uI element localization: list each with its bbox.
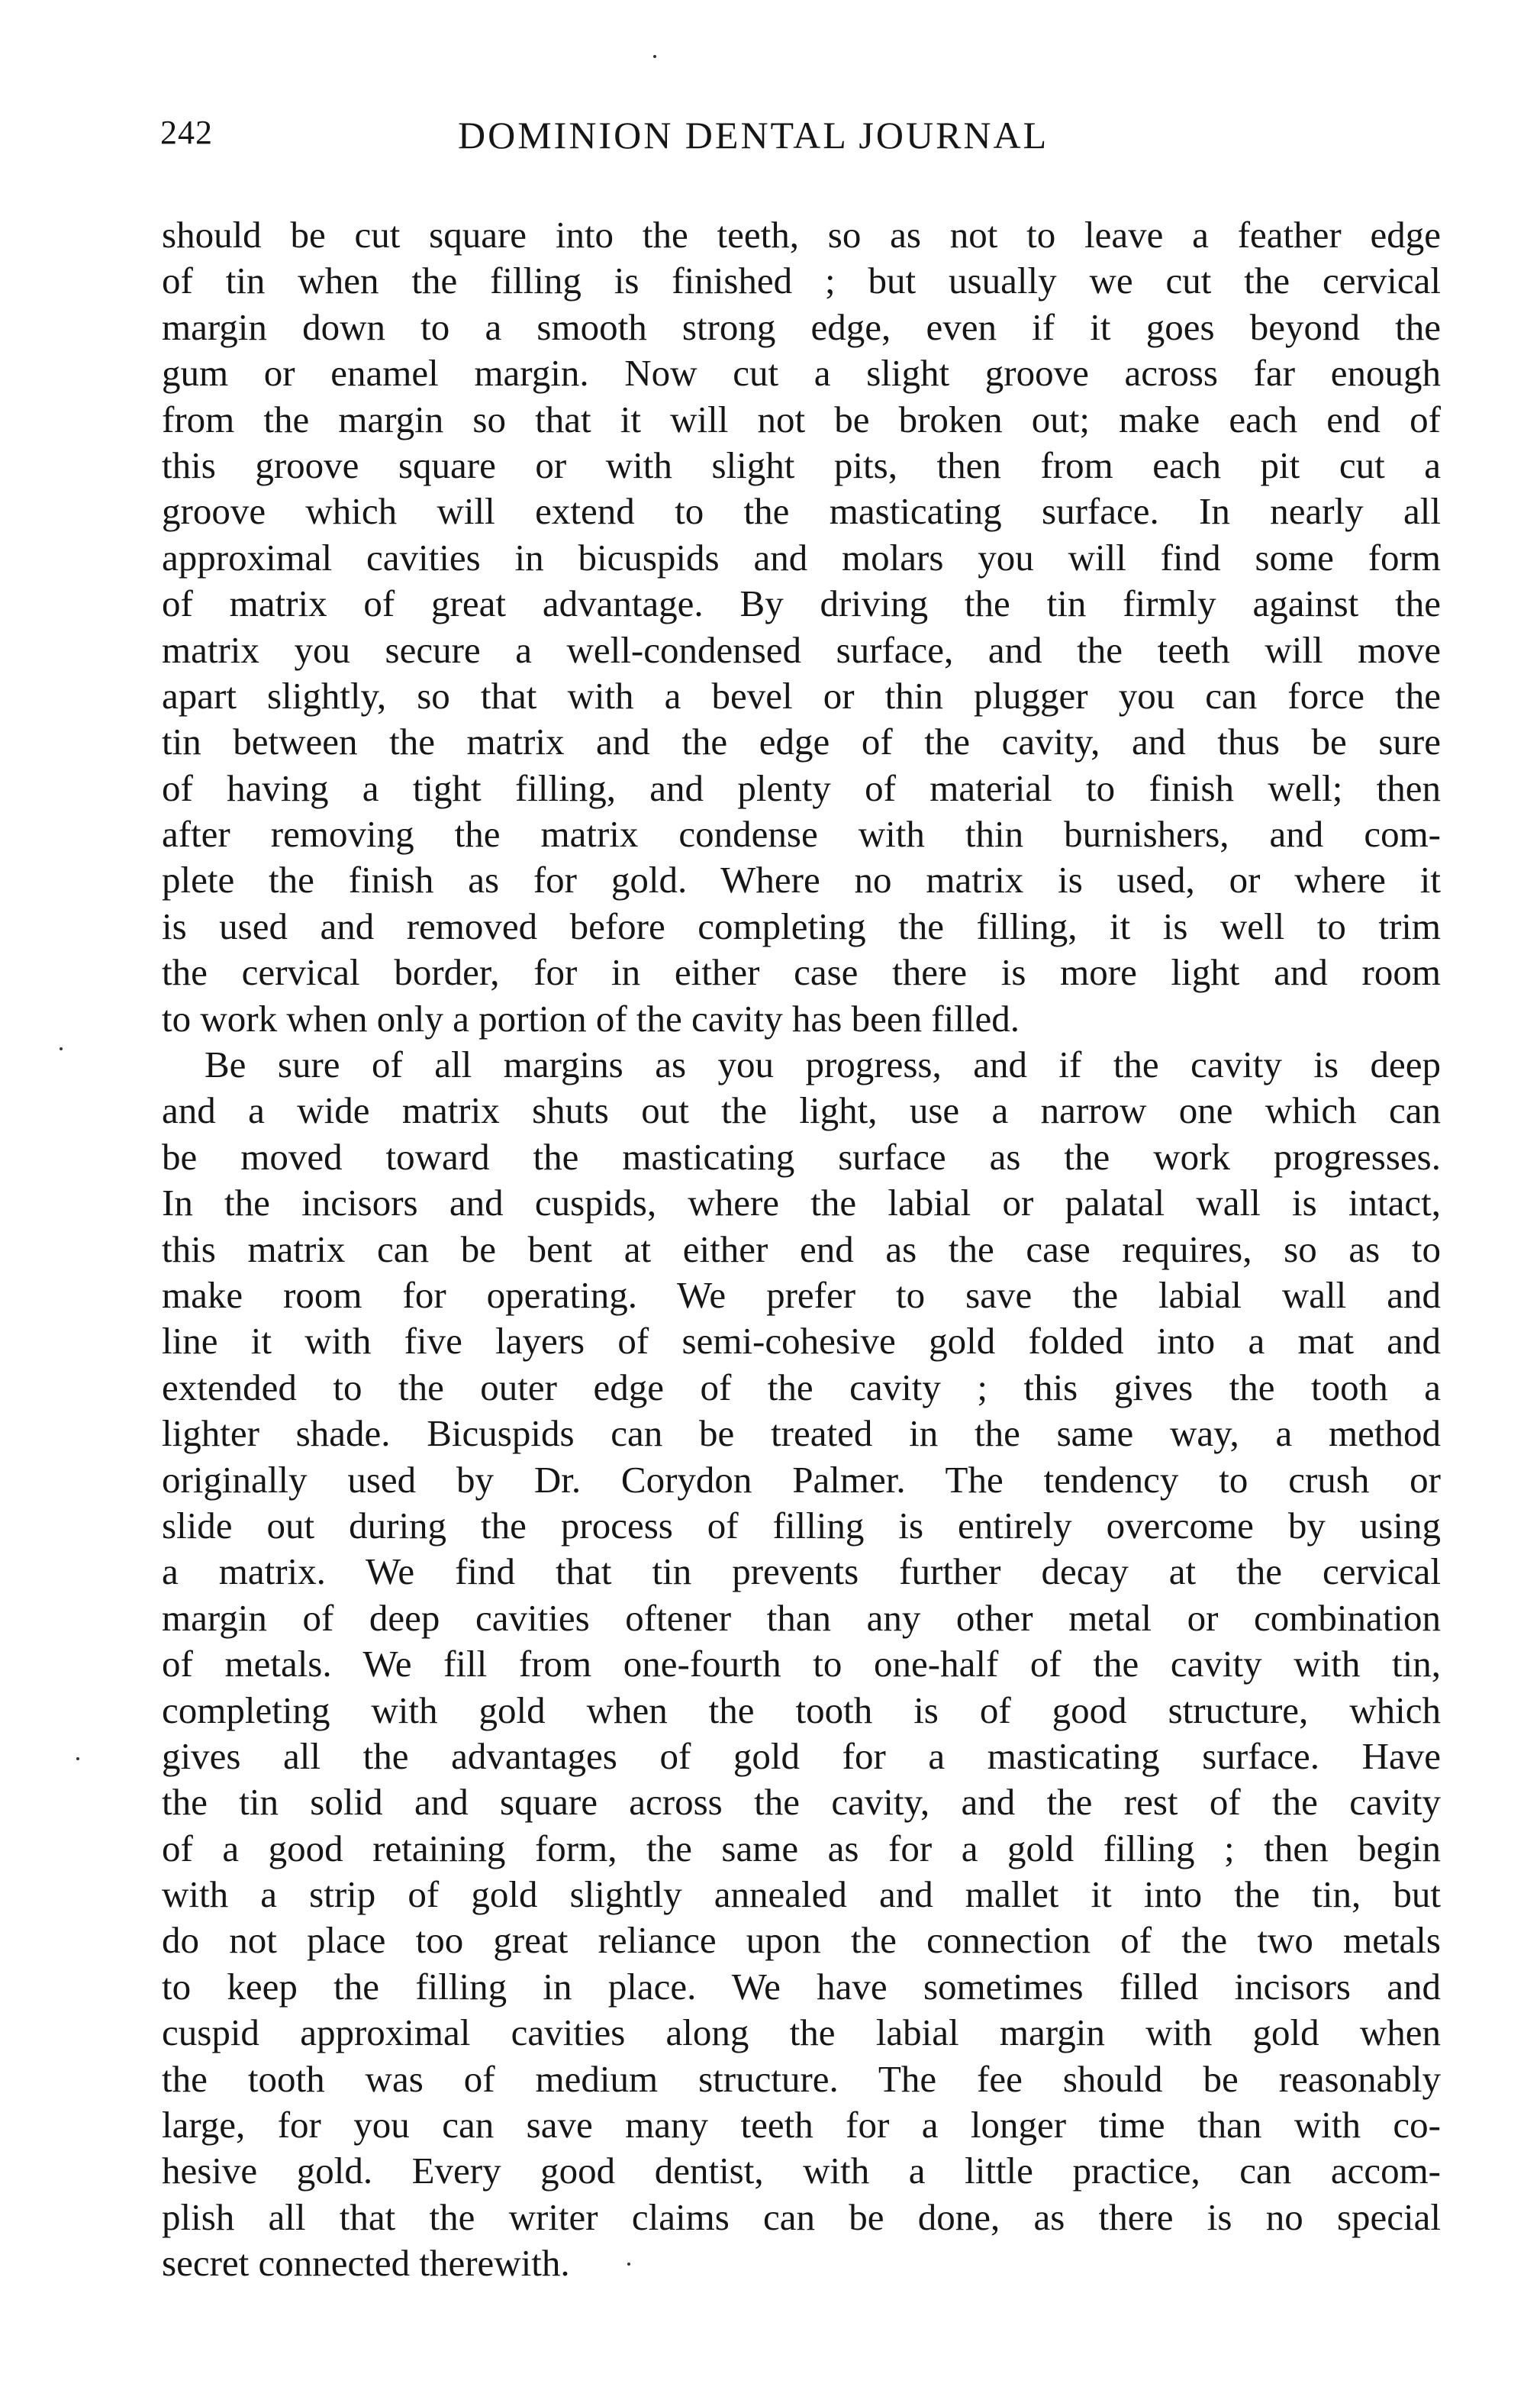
paragraph-1 [162,212,1441,1042]
text-line: margin down to a smooth strong edge, even if it goes beyond the [162,305,1441,348]
text-line: secret connected therewith. [162,2242,570,2285]
text-line: after removing the matrix condense with thin burnishers, and com- [162,813,1441,856]
running-head [160,113,1442,166]
ink-speck [60,1047,63,1050]
text-line: approximal cavities in bicuspids and molars you will find some form [162,536,1441,579]
page-number: 242 [160,114,213,151]
ink-speck [653,55,656,58]
text-line: from the margin so that it will not be broken out; make each end of [162,398,1441,440]
text-line: extended to the outer edge of the cavity ; this gives the tooth a [162,1366,1441,1408]
text-line: of a good retaining form, the same as for a gold filling ; then begin [162,1827,1441,1869]
text-line: hesive gold. Every good dentist, with a little practice, can accom- [162,2150,1441,2192]
text-line: this groove square or with slight pits, then from each pit cut a [162,444,1441,486]
text-line: gives all the advantages of gold for a masticating surface. Have [162,1734,1441,1777]
text-line: Be sure of all margins as you progress, and if the cavity is deep [205,1043,1441,1086]
text-line: lighter shade. Bicuspids can be treated in the same way, a method [162,1412,1441,1455]
text-line: tin between the matrix and the edge of the cavity, and thus be sure [162,721,1441,763]
text-line: the tin solid and square across the cavity, and the rest of the cavity [162,1781,1441,1824]
text-line: of metals. We fill from one-fourth to one-half of the cavity with tin, [162,1643,1441,1685]
text-line: with a strip of gold slightly annealed and mallet it into the tin, but [162,1873,1441,1916]
text-line: margin of deep cavities oftener than any other metal or combination [162,1596,1441,1639]
text-line: of having a tight filling, and plenty of material to finish well; then [162,766,1441,809]
text-line: matrix you secure a well-condensed surface, and the teeth will move [162,628,1441,671]
text-line: a matrix. We find that tin prevents further decay at the cervical [162,1550,1441,1593]
text-line: the cervical border, for in either case there is more light and room [162,951,1441,994]
text-line: apart slightly, so that with a bevel or thin plugger you can force the [162,674,1441,717]
text-line: of matrix of great advantage. By driving the tin firmly against the [162,582,1441,625]
text-line: to keep the filling in place. We have sometimes filled incisors and [162,1965,1441,2008]
text-line: groove which will extend to the masticating surface. In nearly all [162,490,1441,533]
ink-speck [627,2263,630,2266]
text-line: large, for you can save many teeth for a longer time than with co- [162,2104,1441,2147]
text-line: plish all that the writer claims can be done, as there is no special [162,2195,1441,2238]
text-line: slide out during the process of filling is entirely overcome by using [162,1504,1441,1547]
text-line: cuspid approximal cavities along the labial margin with gold when [162,2011,1441,2054]
text-line: originally used by Dr. Corydon Palmer. The tendency to crush or [162,1458,1441,1501]
text-line: of tin when the filling is finished ; but usually we cut the cervical [162,260,1441,302]
ink-speck [76,1757,79,1760]
text-line: should be cut square into the teeth, so as not to leave a feather edge [162,214,1441,256]
text-line: In the incisors and cuspids, where the labial or palatal wall is intact, [162,1182,1441,1224]
journal-title: DOMINION DENTAL JOURNAL [458,114,1049,156]
text-line: this matrix can be bent at either end as the case requires, so as to [162,1227,1441,1270]
text-line: to work when only a portion of the cavity has been filled. [162,997,1020,1040]
text-line: is used and removed before completing the filling, it is well to trim [162,905,1441,947]
paragraph-2 [162,1042,1441,2287]
text-line: and a wide matrix shuts out the light, use a narrow one which can [162,1089,1441,1132]
article-body [162,212,1441,2287]
text-line: make room for operating. We prefer to save the labial wall and [162,1273,1441,1316]
text-line: gum or enamel margin. Now cut a slight groove across far enough [162,352,1441,395]
text-line: the tooth was of medium structure. The fee should be reasonably [162,2057,1441,2100]
text-line: do not place too great reliance upon the connection of the two metals [162,1919,1441,1962]
text-line: be moved toward the masticating surface as the work progresses. [162,1135,1441,1178]
text-line: line it with five layers of semi-cohesive gold folded into a mat and [162,1320,1441,1363]
text-line: completing with gold when the tooth is of good structure, which [162,1689,1441,1731]
text-line: plete the finish as for gold. Where no matrix is used, or where it [162,859,1441,902]
